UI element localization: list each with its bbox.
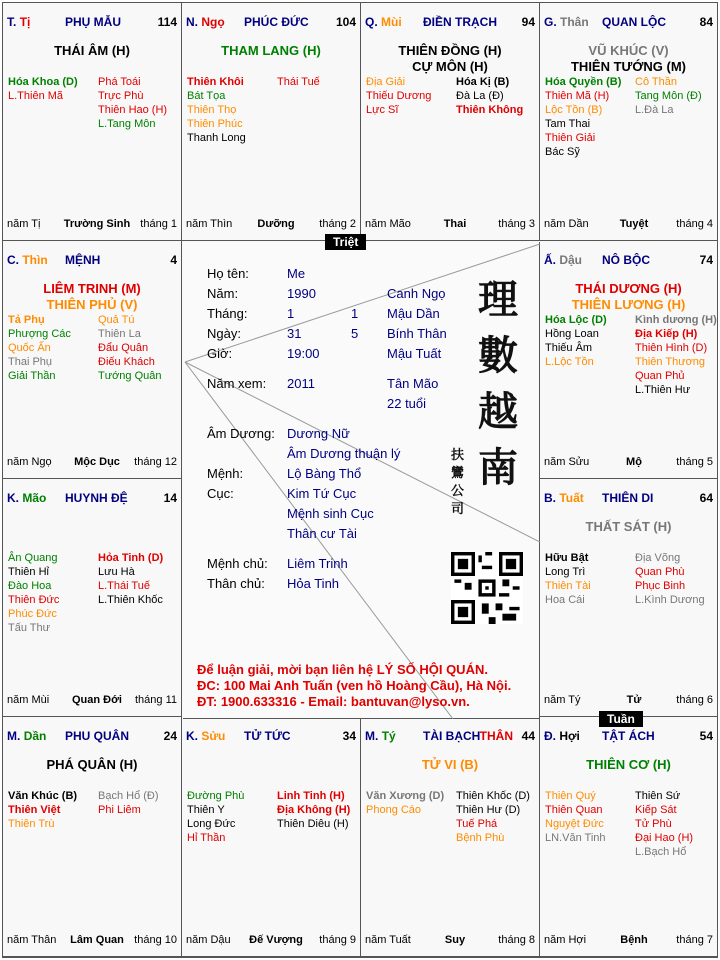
star-column-left (187, 75, 277, 145)
main-star: THIÊN LƯƠNG (H) (571, 297, 686, 312)
palace-mao[interactable] (3, 479, 182, 717)
palace-footer (544, 218, 713, 232)
minor-star: Thiên La (98, 328, 141, 340)
minor-star: Thiên Hao (H) (98, 104, 168, 116)
minor-star: Nguyệt Đức (545, 818, 604, 830)
footer-stage: Mộ (626, 456, 642, 468)
main-star: THIÊN CƠ (H) (586, 757, 671, 772)
palace-footer (186, 218, 356, 232)
palace-name: NÔ BỘC (602, 253, 650, 267)
palace-dau[interactable] (540, 241, 718, 479)
center-info-panel (183, 242, 540, 719)
footer-stage: Đế Vượng (249, 934, 303, 946)
chart-grid (2, 2, 718, 958)
minor-star: L.Thái Tuế (98, 580, 150, 592)
thang-value: 1 (287, 306, 295, 321)
cuc-note-2: Thân cư Tài (287, 526, 357, 541)
thang-am: 1 (351, 306, 359, 321)
minor-star: Trực Phù (98, 90, 144, 102)
palace-footer (365, 934, 535, 948)
contact-line-1: Để luận giải, mời bạn liên hệ LÝ SỐ HỘI QUÁN. (197, 662, 488, 677)
main-stars (540, 43, 717, 75)
footer-year: năm Hợi (544, 934, 587, 946)
minor-star: L.Bạch Hổ (635, 846, 687, 858)
than-chu-label: Thân chủ: (207, 576, 265, 591)
footer-month: tháng 9 (319, 934, 356, 946)
palace-suu[interactable] (182, 717, 361, 957)
minor-star: L.Kình Dương (635, 594, 705, 606)
nam-xem-value: 2011 (287, 376, 315, 391)
minor-star: Thiên Trù (8, 818, 55, 830)
minor-star: Thiên Hình (D) (635, 342, 708, 354)
minor-star: Đại Hao (H) (635, 832, 694, 844)
palace-number: 104 (335, 15, 356, 29)
ngay-label: Ngày: (207, 326, 241, 341)
minor-star: Điếu Khách (98, 356, 155, 368)
minor-star: Hỏa Tinh (D) (98, 552, 164, 564)
calligraphy-title: 理數越南 (478, 276, 518, 491)
footer-stage: Bệnh (620, 934, 648, 946)
palace-name: HUYNH ĐỆ (65, 491, 128, 505)
cuc-value: Kim Tứ Cục (287, 486, 357, 501)
thang-can-chi: Mậu Dần (387, 306, 440, 321)
minor-star: Hóa Kị (B) (456, 76, 510, 88)
main-star: TỬ VI (B) (421, 757, 479, 772)
minor-star: L.Lộc Tồn (545, 356, 594, 368)
palace-ngo[interactable] (182, 3, 361, 241)
minor-star: Thiếu Dương (366, 90, 432, 102)
minor-star: Kiếp Sát (635, 804, 677, 816)
footer-stage: Dưỡng (257, 218, 295, 230)
minor-star: Thiên Thọ (187, 104, 237, 116)
palace-header (186, 729, 356, 745)
minor-star: Thiên Khốc (D) (456, 790, 530, 802)
minor-star: Thiên Giải (545, 132, 596, 144)
minor-star: Thiên Diêu (H) (277, 818, 349, 830)
footer-stage: Trường Sinh (63, 218, 131, 230)
star-column-left (366, 789, 456, 817)
minor-star: Thiên Quan (545, 804, 603, 816)
star-column-left (545, 789, 635, 845)
star-column-right (635, 551, 720, 607)
gio-can-chi: Mậu Tuất (387, 346, 442, 361)
palace-branch: Q. Mùi (365, 15, 402, 29)
palace-footer (7, 218, 177, 232)
minor-star: L.Thiên Khốc (98, 594, 163, 606)
palace-branch: M. Tý (365, 729, 396, 743)
footer-year: năm Sửu (544, 456, 590, 468)
minor-star: Thiên Sứ (635, 790, 681, 802)
star-column-right (635, 75, 720, 117)
minor-star: Phi Liêm (98, 804, 141, 816)
nam-can-chi: Canh Ngọ (387, 286, 446, 301)
palace-branch: T. Tị (7, 15, 31, 29)
palace-header (544, 253, 713, 269)
palace-name: PHÚC ĐỨC (244, 15, 309, 29)
palace-number: 94 (521, 15, 535, 29)
star-column-left (366, 75, 456, 117)
palace-footer (7, 694, 177, 708)
minor-star: Thiên Thương (635, 356, 706, 368)
palace-number: 114 (157, 15, 177, 29)
minor-star: Tướng Quân (98, 370, 162, 382)
footer-stage: Suy (444, 934, 466, 946)
nam-value: 1990 (287, 286, 316, 301)
footer-month: tháng 5 (676, 456, 713, 468)
minor-star: Bệnh Phù (456, 832, 505, 844)
main-star: THẤT SÁT (H) (585, 519, 672, 534)
palace-branch: C. Thìn (7, 253, 48, 267)
minor-star: Tả Phụ (8, 314, 45, 326)
star-column-left (8, 313, 98, 383)
footer-year: năm Dậu (186, 934, 231, 946)
palace-hoi[interactable] (540, 717, 718, 957)
minor-star: L.Thiên Hư (635, 384, 691, 396)
minor-star: LN.Văn Tinh (545, 832, 606, 844)
qr-code-icon[interactable] (451, 552, 523, 624)
minor-star: Hồng Loan (545, 328, 599, 340)
palace-branch: Đ. Hợi (544, 729, 580, 743)
ngay-can-chi: Bính Thân (387, 326, 447, 341)
palace-header (186, 15, 356, 31)
footer-year: năm Mùi (7, 694, 50, 706)
minor-star: Tuế Phá (456, 818, 498, 830)
palace-branch: B. Tuất (544, 491, 584, 505)
palace-name: PHU QUÂN (65, 729, 130, 743)
minor-star: Địa Giải (366, 76, 406, 88)
palace-ty[interactable] (361, 717, 540, 957)
footer-stage: Lâm Quan (70, 934, 124, 946)
contact-line-2: ĐC: 100 Mai Anh Tuấn (ven hồ Hoàng Cầu), Hà Nội. (197, 678, 512, 693)
main-stars (361, 43, 539, 75)
minor-star: Long Đức (187, 818, 236, 830)
palace-header (544, 15, 713, 31)
minor-star: Phượng Các (8, 328, 71, 340)
contact-block (197, 662, 511, 710)
star-column-right (98, 75, 186, 131)
minor-star: Phong Cáo (366, 804, 422, 816)
palace-name: TẬT ÁCH (602, 729, 655, 743)
footer-year: năm Tuất (365, 934, 411, 946)
minor-star: L.Thiên Mã (8, 90, 64, 102)
minor-star: Thiên Phúc (187, 118, 243, 130)
main-stars (182, 43, 360, 59)
star-column-left (545, 313, 635, 369)
than-chu-value: Hỏa Tinh (287, 576, 340, 591)
minor-star: L.Đà La (635, 104, 674, 116)
palace-branch: G. Thân (544, 15, 589, 29)
minor-star: Đẩu Quân (98, 342, 149, 354)
footer-month: tháng 3 (498, 218, 535, 230)
star-column-left (8, 551, 98, 635)
main-star: THIÊN TƯỚNG (M) (570, 59, 687, 74)
palace-branch: K. Mão (7, 491, 47, 505)
main-stars (540, 757, 717, 773)
footer-month: tháng 10 (134, 934, 177, 946)
palace-name: PHỤ MẪU (65, 15, 121, 29)
footer-year: năm Tị (7, 218, 41, 230)
palace-number: 44 (521, 729, 535, 743)
palace-branch: Ấ. Dậu (544, 253, 583, 267)
main-star: VŨ KHÚC (V) (588, 43, 669, 58)
minor-star: Tam Thai (545, 118, 591, 130)
star-column-left (187, 789, 277, 845)
star-column-right (98, 789, 186, 817)
minor-star: Phá Toái (98, 76, 141, 88)
main-stars (540, 519, 717, 535)
nam-xem-label: Năm xem: (207, 376, 267, 391)
footer-year: năm Thân (7, 934, 57, 946)
star-column-right (277, 75, 365, 89)
star-column-right (635, 313, 720, 397)
palace-dan[interactable] (3, 717, 182, 957)
ho-ten-value: Me (287, 266, 306, 281)
star-column-left (8, 75, 98, 103)
minor-star: Phục Binh (635, 580, 686, 592)
thang-label: Tháng: (207, 306, 248, 321)
main-star: THÁI ÂM (H) (54, 43, 130, 58)
am-duong-note: Âm Dương thuận lý (287, 446, 401, 461)
minor-star: Bác Sỹ (545, 146, 580, 158)
palace-header (7, 729, 177, 745)
palace-footer (365, 218, 535, 232)
palace-footer (544, 694, 713, 708)
palace-tuat[interactable] (540, 479, 718, 717)
am-duong-value: Dương Nữ (287, 426, 350, 441)
footer-month: tháng 4 (676, 218, 713, 230)
minor-star: Lộc Tồn (B) (545, 104, 603, 116)
palace-number: 14 (163, 491, 177, 505)
minor-star: Văn Xương (D) (366, 790, 445, 802)
palace-number: 64 (699, 491, 713, 505)
palace-thin[interactable] (3, 241, 182, 479)
palace-ti[interactable] (3, 3, 182, 241)
palace-number: 34 (342, 729, 356, 743)
minor-star: Thiên Hỉ (8, 566, 49, 578)
palace-than[interactable] (540, 3, 718, 241)
palace-number: 54 (699, 729, 713, 743)
star-column-right (277, 789, 365, 831)
main-stars (540, 281, 717, 313)
footer-month: tháng 8 (498, 934, 535, 946)
minor-star: Quả Tú (98, 314, 135, 326)
minor-star: Hóa Khoa (D) (8, 76, 78, 88)
star-column-right (456, 789, 544, 845)
menh-chu-label: Mệnh chủ: (207, 556, 268, 571)
palace-footer (186, 934, 356, 948)
palace-number: 74 (699, 253, 713, 267)
ngay-value: 31 (287, 326, 302, 341)
minor-star: Văn Khúc (B) (8, 790, 78, 802)
palace-footer (7, 934, 177, 948)
palace-header (544, 729, 713, 745)
main-star: CỰ MÔN (H) (412, 59, 488, 74)
minor-star: Long Trì (545, 566, 586, 578)
palace-header (7, 15, 177, 31)
contact-line-3[interactable]: ĐT: 1900.633316 - Email: bantuvan@lyso.vn. (197, 694, 470, 709)
footer-month: tháng 7 (676, 934, 713, 946)
footer-year: năm Thìn (186, 218, 233, 230)
minor-star: Hoa Cái (545, 594, 585, 606)
minor-star: Địa Võng (635, 552, 681, 564)
minor-star: Thai Phụ (8, 356, 53, 368)
main-star: THÁI DƯƠNG (H) (575, 281, 682, 296)
star-column-right (456, 75, 544, 117)
footer-month: tháng 12 (134, 456, 177, 468)
minor-star: Đào Hoa (8, 580, 52, 592)
main-stars (3, 43, 181, 59)
minor-star: Kình dương (H) (635, 314, 717, 326)
minor-star: Tấu Thư (8, 622, 51, 634)
star-column-right (635, 789, 720, 859)
menh-value: Lộ Bàng Thổ (287, 466, 362, 481)
ho-ten-label: Họ tên: (207, 266, 249, 281)
minor-star: L.Tang Môn (98, 118, 156, 130)
minor-star: Thiếu Âm (545, 342, 593, 354)
cuc-label: Cục: (207, 486, 234, 501)
footer-year: năm Mão (365, 218, 411, 230)
footer-stage: Tuyệt (619, 218, 649, 230)
minor-star: Thiên Y (187, 804, 225, 816)
triet-badge: Triệt (325, 234, 366, 250)
menh-chu-value: Liêm Trinh (287, 556, 348, 571)
am-duong-label: Âm Dương: (207, 426, 275, 441)
menh-label: Mệnh: (207, 466, 244, 481)
minor-star: Thiên Không (456, 104, 524, 116)
minor-star: Lực Sĩ (366, 104, 399, 116)
nam-xem-can-chi: Tân Mão (387, 376, 439, 391)
footer-month: tháng 2 (319, 218, 356, 230)
minor-star: Hóa Lộc (D) (545, 314, 607, 326)
minor-star: Thiên Mã (H) (545, 90, 610, 102)
footer-month: tháng 11 (134, 694, 177, 706)
ngay-am: 5 (351, 326, 359, 341)
footer-month: tháng 6 (676, 694, 713, 706)
minor-star: Địa Không (H) (277, 804, 351, 816)
minor-star: Tang Môn (Đ) (635, 90, 702, 102)
main-stars (361, 757, 539, 773)
minor-star: Hữu Bật (545, 552, 589, 564)
star-column-left (545, 75, 635, 159)
minor-star: Bát Tọa (187, 90, 226, 102)
minor-star: Quốc Ấn (8, 342, 51, 354)
palace-header (7, 253, 177, 269)
footer-stage: Thai (443, 218, 467, 230)
footer-stage: Quan Đới (72, 694, 122, 706)
minor-star: Đường Phù (187, 790, 245, 802)
palace-name: TÀI BẠCH (423, 729, 481, 743)
palace-name: THIÊN DI (602, 491, 654, 505)
minor-star: Tử Phù (635, 818, 672, 830)
palace-branch: M. Dần (7, 729, 47, 743)
palace-branch: N. Ngọ (186, 15, 225, 29)
main-stars (3, 281, 181, 313)
tuan-badge: Tuần (599, 711, 643, 727)
palace-header (365, 729, 535, 745)
star-column-left (8, 789, 98, 831)
star-column-left (545, 551, 635, 607)
minor-star: Thiên Đức (8, 594, 60, 606)
minor-star: Quan Phủ (635, 370, 685, 382)
palace-header (7, 491, 177, 507)
main-star: THAM LANG (H) (221, 43, 321, 58)
minor-star: Thanh Long (187, 132, 246, 144)
minor-star: Quan Phù (635, 566, 685, 578)
minor-star: Bạch Hổ (Đ) (98, 790, 159, 802)
palace-branch: K. Sửu (186, 729, 226, 743)
minor-star: Lưu Hà (98, 566, 135, 578)
minor-star: Đà La (Đ) (456, 90, 504, 102)
star-column-right (98, 313, 186, 383)
than-marker: THÂN (479, 729, 513, 743)
palace-header (544, 491, 713, 507)
minor-star: Thái Tuế (277, 76, 320, 88)
palace-number: 84 (699, 15, 713, 29)
minor-star: Địa Kiếp (H) (635, 328, 698, 340)
footer-year: năm Dần (544, 218, 589, 230)
minor-star: Thiên Khôi (187, 76, 244, 88)
footer-stage: Tử (626, 694, 642, 706)
palace-footer (544, 456, 713, 470)
footer-year: năm Ngọ (7, 456, 52, 468)
palace-mui[interactable] (361, 3, 540, 241)
footer-month: tháng 1 (140, 218, 177, 230)
palace-name: TỬ TỨC (244, 729, 291, 743)
main-star: PHÁ QUÂN (H) (46, 757, 138, 772)
minor-star: Hỉ Thần (187, 832, 226, 844)
palace-header (365, 15, 535, 31)
footer-stage: Mộc Dục (74, 456, 120, 468)
gio-value: 19:00 (287, 346, 320, 361)
gio-label: Giờ: (207, 346, 233, 361)
main-star: LIÊM TRINH (M) (43, 281, 141, 296)
minor-star: Phúc Đức (8, 608, 57, 620)
palace-footer (544, 934, 713, 948)
seal-text: 扶鸞公司 (451, 448, 465, 517)
main-star: THIÊN ĐỒNG (H) (398, 43, 502, 58)
palace-name: MỆNH (65, 253, 101, 267)
tuoi-value: 22 tuổi (387, 396, 427, 411)
nam-label: Năm: (207, 286, 239, 301)
palace-name: ĐIỀN TRẠCH (423, 15, 497, 29)
main-star: THIÊN PHỦ (V) (46, 297, 138, 312)
minor-star: Cô Thần (635, 76, 677, 88)
palace-number: 24 (163, 729, 177, 743)
minor-star: Thiên Quý (545, 790, 596, 802)
footer-year: năm Tý (544, 694, 581, 706)
palace-number: 4 (170, 253, 177, 267)
minor-star: Linh Tinh (H) (277, 790, 345, 802)
minor-star: Ân Quang (8, 552, 58, 564)
minor-star: Thiên Việt (8, 804, 61, 816)
minor-star: Hóa Quyền (B) (545, 76, 622, 88)
cuc-note-1: Mệnh sinh Cục (287, 506, 374, 521)
palace-footer (7, 456, 177, 470)
minor-star: Thiên Hư (D) (456, 804, 521, 816)
main-stars (3, 757, 181, 773)
palace-name: QUAN LỘC (602, 15, 666, 29)
minor-star: Giải Thần (8, 370, 56, 382)
minor-star: Thiên Tài (545, 580, 591, 592)
star-column-right (98, 551, 186, 607)
